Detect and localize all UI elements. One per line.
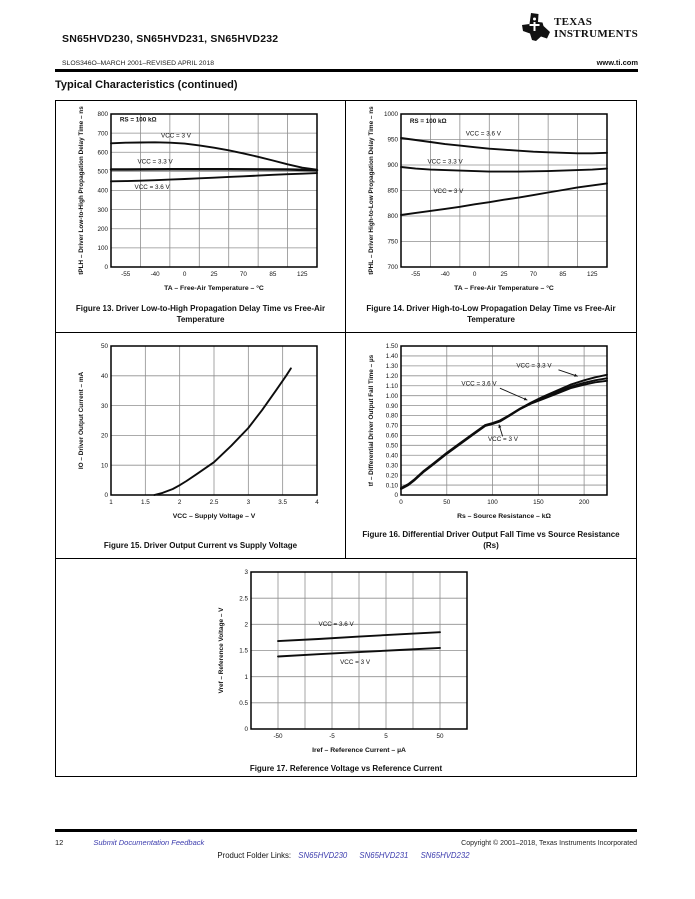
svg-text:0.80: 0.80 <box>385 412 398 420</box>
svg-text:50: 50 <box>443 499 451 506</box>
ti-texas-icon <box>521 12 551 42</box>
svg-text:4: 4 <box>314 499 319 506</box>
svg-text:100: 100 <box>96 245 108 253</box>
svg-text:VCC – Supply Voltage – V: VCC – Supply Voltage – V <box>172 513 255 520</box>
header-rule <box>55 69 638 72</box>
copyright-text: Copyright © 2001–2018, Texas Instruments Incorporated <box>461 840 637 847</box>
svg-text:-55: -55 <box>411 271 421 278</box>
svg-text:850: 850 <box>387 187 398 195</box>
part-numbers: SN65HVD230, SN65HVD231, SN65HVD232 <box>62 33 279 45</box>
figure13-cell <box>56 101 346 333</box>
svg-text:0: 0 <box>399 499 403 506</box>
svg-text:0.40: 0.40 <box>385 452 398 460</box>
svg-text:800: 800 <box>96 111 108 119</box>
svg-text:85: 85 <box>268 271 276 278</box>
svg-text:5: 5 <box>384 733 388 740</box>
svg-text:200: 200 <box>96 225 108 233</box>
svg-text:1.5: 1.5 <box>140 499 150 506</box>
ti-website-link[interactable]: www.ti.com <box>596 58 638 67</box>
svg-text:VCC = 3.6 V: VCC = 3.6 V <box>461 380 497 388</box>
svg-text:900: 900 <box>387 162 398 170</box>
svg-text:0.5: 0.5 <box>239 700 248 708</box>
figure15-cell <box>56 333 346 559</box>
svg-text:800: 800 <box>387 213 398 221</box>
doc-info-row <box>62 58 638 67</box>
figure13-caption: Figure 13. Driver Low-to-High Propagation Delay Time vs Free-Air Temperature <box>75 304 326 325</box>
svg-text:VCC = 3.6 V: VCC = 3.6 V <box>318 620 354 628</box>
svg-text:0.90: 0.90 <box>385 402 398 410</box>
svg-text:20: 20 <box>100 432 108 440</box>
footer-rule <box>55 829 637 832</box>
ti-logo-line2: INSTRUMENTS <box>554 27 638 40</box>
svg-text:1.5: 1.5 <box>239 647 248 655</box>
svg-text:-55: -55 <box>120 271 130 278</box>
page-footer <box>55 829 637 860</box>
figure16-caption: Figure 16. Differential Driver Output Fall Time vs Source Resistance (Rs) <box>362 530 620 551</box>
svg-text:0.70: 0.70 <box>385 422 398 430</box>
svg-text:125: 125 <box>587 271 598 278</box>
svg-text:125: 125 <box>296 271 308 278</box>
svg-text:2: 2 <box>177 499 181 506</box>
svg-text:0.10: 0.10 <box>385 482 398 490</box>
svg-text:1.10: 1.10 <box>385 382 398 390</box>
svg-text:VCC = 3 V: VCC = 3 V <box>433 188 464 196</box>
figure17-caption: Figure 17. Reference Voltage vs Reference Current <box>249 764 443 773</box>
svg-text:100: 100 <box>487 499 498 506</box>
svg-text:Vref – Reference Voltage – V: Vref – Reference Voltage – V <box>218 607 225 694</box>
page-number: 12 <box>55 838 64 847</box>
svg-text:0.20: 0.20 <box>385 472 398 480</box>
svg-text:0: 0 <box>244 726 248 734</box>
svg-text:1000: 1000 <box>383 111 398 119</box>
figure17-cell <box>56 559 636 776</box>
figure15-caption: Figure 15. Driver Output Current vs Supply Voltage <box>103 541 298 551</box>
svg-text:25: 25 <box>209 271 218 278</box>
svg-text:VCC = 3.3 V: VCC = 3.3 V <box>427 158 463 166</box>
svg-text:VCC = 3 V: VCC = 3 V <box>487 435 518 443</box>
svg-text:IO – Driver Output Current – m: IO – Driver Output Current – mA <box>77 371 85 470</box>
svg-text:3: 3 <box>246 499 250 506</box>
svg-text:3: 3 <box>244 569 248 577</box>
product-folder-row <box>55 851 637 860</box>
svg-text:RS = 100 kΩ: RS = 100 kΩ <box>409 118 447 126</box>
figure16-plot <box>365 338 617 522</box>
svg-text:0.60: 0.60 <box>385 432 398 440</box>
svg-text:VCC = 3.3 V: VCC = 3.3 V <box>136 158 173 166</box>
product-folder-label: Product Folder Links: <box>217 851 292 860</box>
svg-text:RS = 100 kΩ: RS = 100 kΩ <box>119 116 157 124</box>
svg-text:2.5: 2.5 <box>209 499 218 506</box>
svg-text:-40: -40 <box>150 271 160 278</box>
svg-text:tPHL – Driver High-to-Low Prop: tPHL – Driver High-to-Low Propagation Delay Time – ns <box>368 106 375 275</box>
typical-characteristics-table <box>55 100 637 777</box>
svg-text:25: 25 <box>500 271 508 278</box>
svg-text:300: 300 <box>96 206 108 214</box>
svg-text:1.30: 1.30 <box>385 363 398 371</box>
svg-text:Rs – Source Resistance – kΩ: Rs – Source Resistance – kΩ <box>457 513 551 520</box>
svg-text:0: 0 <box>103 492 108 500</box>
svg-text:1: 1 <box>108 499 113 506</box>
figure13-plot <box>75 106 327 294</box>
ti-logo-text <box>554 17 638 40</box>
svg-text:50: 50 <box>436 733 444 740</box>
svg-text:700: 700 <box>96 130 108 138</box>
svg-text:0: 0 <box>103 264 108 272</box>
svg-text:1.50: 1.50 <box>385 343 398 351</box>
svg-text:tPLH – Driver Low-to-High Prop: tPLH – Driver Low-to-High Propagation Delay Time – ns <box>77 106 85 275</box>
figure14-cell <box>346 101 636 333</box>
svg-text:1: 1 <box>244 673 248 681</box>
svg-text:85: 85 <box>559 271 567 278</box>
document-id: SLOS346O–MARCH 2001–REVISED APRIL 2018 <box>62 60 215 67</box>
svg-text:0: 0 <box>182 271 186 278</box>
svg-text:950: 950 <box>387 136 398 144</box>
svg-text:Iref – Reference Current – µA: Iref – Reference Current – µA <box>312 747 406 754</box>
svg-text:0.50: 0.50 <box>385 442 398 450</box>
svg-text:TA – Free-Air Temperature – °C: TA – Free-Air Temperature – °C <box>454 285 554 292</box>
product-link-sn65hvd231[interactable]: SN65HVD231 <box>359 851 409 860</box>
svg-text:-40: -40 <box>440 271 450 278</box>
svg-text:400: 400 <box>96 187 108 195</box>
figure16-cell <box>346 333 636 559</box>
svg-text:700: 700 <box>387 264 398 272</box>
figure14-chart <box>365 106 617 299</box>
footer-row <box>55 838 637 847</box>
svg-text:2.5: 2.5 <box>239 595 248 603</box>
svg-text:0: 0 <box>472 271 477 278</box>
section-title: Typical Characteristics (continued) <box>55 79 238 91</box>
svg-text:VCC = 3.6 V: VCC = 3.6 V <box>465 130 501 138</box>
svg-text:1.20: 1.20 <box>385 373 398 380</box>
svg-text:1.40: 1.40 <box>385 353 398 361</box>
svg-text:-50: -50 <box>273 733 283 740</box>
svg-text:1.00: 1.00 <box>385 392 398 400</box>
svg-text:30: 30 <box>100 402 108 410</box>
figure13-chart <box>75 106 327 299</box>
figure14-plot <box>365 106 617 294</box>
svg-text:150: 150 <box>533 499 544 506</box>
svg-text:TA – Free-Air Temperature – °C: TA – Free-Air Temperature – °C <box>163 285 264 292</box>
figure14-caption: Figure 14. Driver High-to-Low Propagation Delay Time vs Free-Air Temperature <box>366 304 616 325</box>
svg-text:2: 2 <box>244 621 248 629</box>
svg-text:VCC = 3 V: VCC = 3 V <box>340 659 371 667</box>
svg-text:200: 200 <box>578 499 590 506</box>
svg-text:VCC = 3.6 V: VCC = 3.6 V <box>134 183 170 191</box>
figure16-chart <box>365 338 617 527</box>
figure17-plot <box>215 564 477 756</box>
svg-text:3.5: 3.5 <box>277 499 287 506</box>
svg-text:tf – Differential Driver Outpu: tf – Differential Driver Output Fall Time – µs <box>368 354 375 487</box>
submit-feedback-link[interactable]: Submit Documentation Feedback <box>93 838 205 847</box>
figure17-chart <box>215 564 477 761</box>
svg-text:750: 750 <box>387 238 398 246</box>
figure15-plot <box>75 338 327 522</box>
figure15-chart <box>75 338 327 527</box>
svg-text:600: 600 <box>96 149 108 157</box>
svg-text:40: 40 <box>100 373 108 380</box>
svg-text:500: 500 <box>96 168 108 176</box>
svg-text:-5: -5 <box>329 733 335 740</box>
product-link-sn65hvd232[interactable]: SN65HVD232 <box>420 851 470 860</box>
svg-text:50: 50 <box>100 343 108 351</box>
svg-text:70: 70 <box>239 271 247 278</box>
ti-logo-line1: TEXAS <box>554 16 593 28</box>
svg-text:10: 10 <box>100 462 108 470</box>
product-link-sn65hvd230[interactable]: SN65HVD230 <box>298 851 348 860</box>
ti-logo <box>521 12 638 42</box>
svg-text:0: 0 <box>394 492 398 500</box>
svg-text:VCC = 3.3 V: VCC = 3.3 V <box>516 362 552 370</box>
svg-text:70: 70 <box>529 271 537 278</box>
svg-text:0.30: 0.30 <box>385 462 398 470</box>
svg-text:VCC = 3 V: VCC = 3 V <box>160 132 191 140</box>
